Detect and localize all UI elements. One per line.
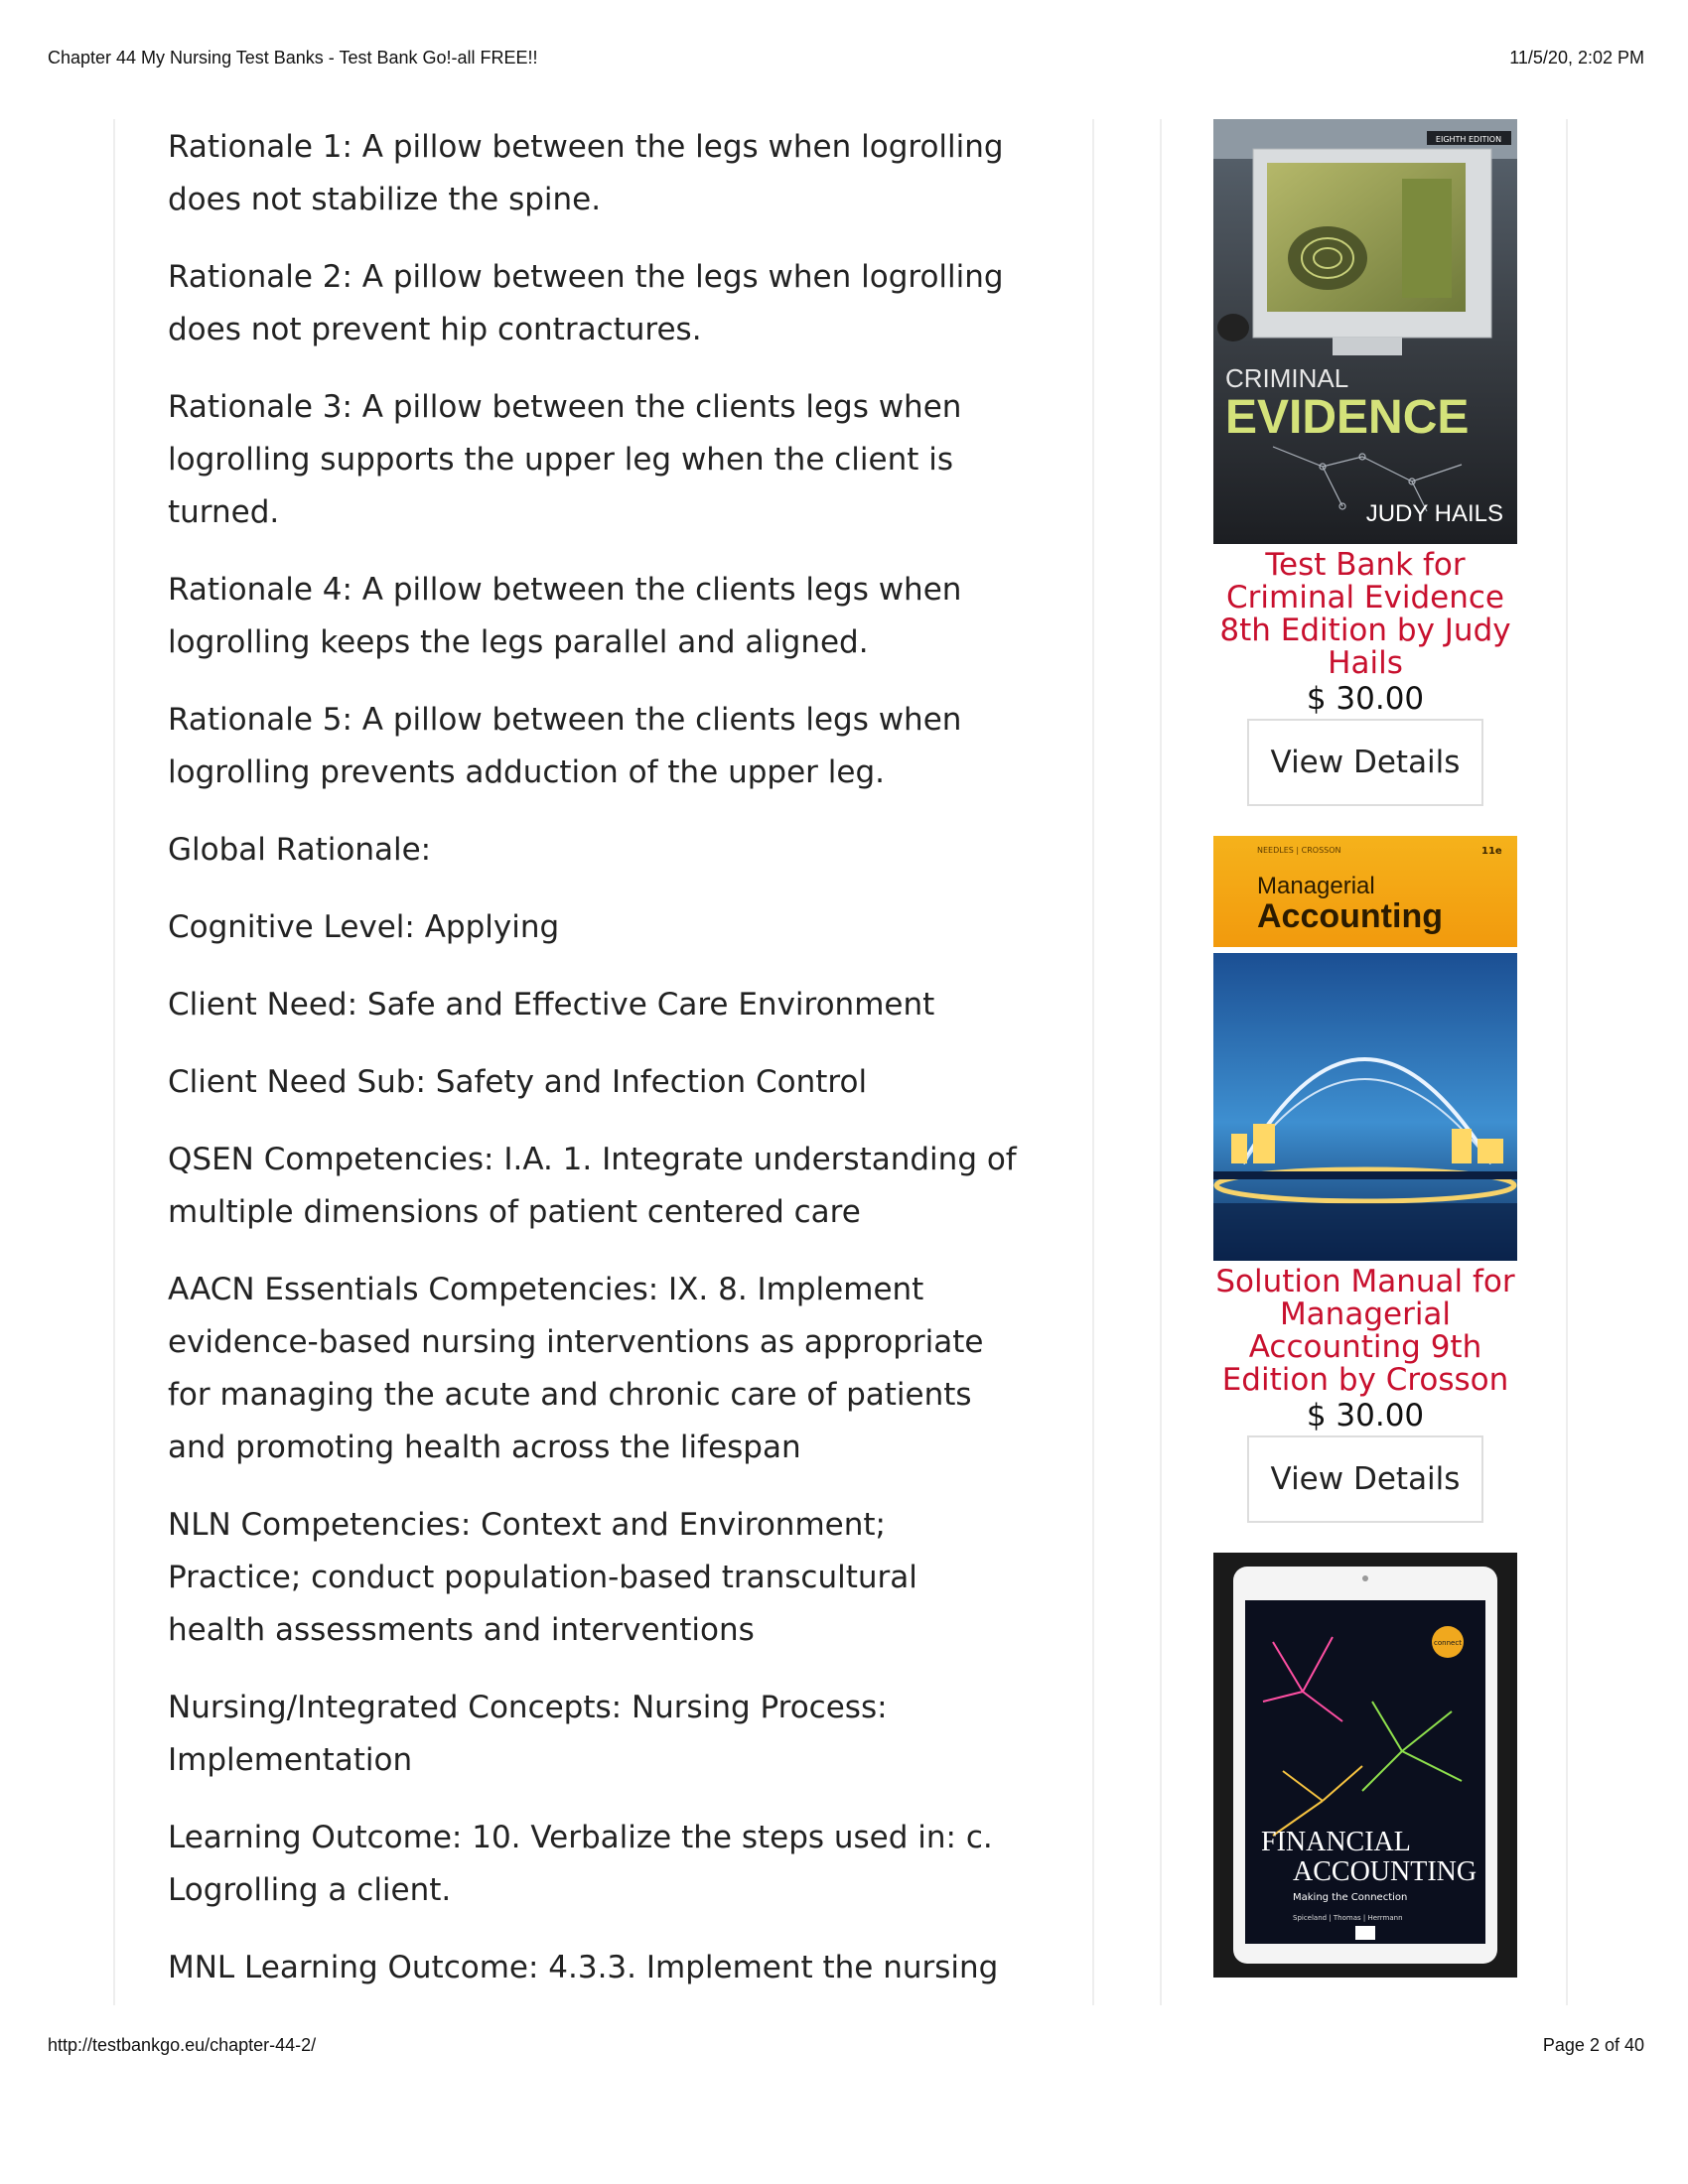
nln-competencies: NLN Competencies: Context and Environment; Practice; conduct population-based transcultural health assessments and interventions [168, 1507, 917, 1648]
view-details-button[interactable]: View Details [1247, 1435, 1483, 1523]
content-divider-middle [1092, 119, 1094, 2005]
product-card [1213, 1553, 1517, 1978]
product-title-link[interactable]: Solution Manual for Managerial Accounting 9th Edition by Crosson [1215, 1264, 1515, 1398]
content-divider-left [113, 119, 115, 2005]
svg-text:CRIMINAL: CRIMINAL [1225, 363, 1349, 393]
sidebar-divider-right [1566, 119, 1568, 2005]
svg-text:NEEDLES | CROSSON: NEEDLES | CROSSON [1257, 846, 1341, 855]
svg-text:11e: 11e [1481, 846, 1502, 857]
svg-text:Managerial: Managerial [1257, 873, 1375, 899]
rationale-1: Rationale 1: A pillow between the legs when logrolling does not stabilize the spine. [168, 129, 1004, 217]
print-header [0, 48, 1688, 87]
product-card [1213, 836, 1517, 1531]
rationale-2: Rationale 2: A pillow between the legs when logrolling does not prevent hip contractures. [168, 259, 1004, 347]
global-rationale: Global Rationale: [168, 832, 432, 868]
svg-text:FINANCIAL: FINANCIAL [1261, 1827, 1411, 1857]
article-body [168, 121, 1022, 2019]
page-url: http://testbankgo.eu/chapter-44-2/ [48, 2035, 317, 2055]
svg-text:Accounting: Accounting [1257, 897, 1443, 935]
view-details-button[interactable]: View Details [1247, 719, 1483, 806]
book-cover-criminal-evidence[interactable] [1213, 119, 1517, 544]
svg-text:Making the Connection: Making the Connection [1293, 1892, 1408, 1903]
cognitive-level: Cognitive Level: Applying [168, 909, 560, 945]
product-card [1213, 119, 1517, 814]
product-price: $ 30.00 [1306, 1398, 1425, 1433]
aacn-competencies: AACN Essentials Competencies: IX. 8. Implement evidence-based nursing interventions as appropriate for managing the acute and chronic care of patients and promoting health across the lifespan [168, 1272, 984, 1465]
learning-outcome: Learning Outcome: 10. Verbalize the steps used in: c. Logrolling a client. [168, 1820, 993, 1908]
svg-text:JUDY HAILS: JUDY HAILS [1365, 500, 1503, 527]
integrated-concepts: Nursing/Integrated Concepts: Nursing Process: Implementation [168, 1690, 888, 1778]
product-price: $ 30.00 [1306, 681, 1425, 717]
client-need: Client Need: Safe and Effective Care Environment [168, 987, 935, 1023]
sidebar-divider-left [1160, 119, 1162, 2005]
svg-text:EVIDENCE: EVIDENCE [1225, 391, 1470, 444]
svg-text:EIGHTH EDITION: EIGHTH EDITION [1435, 135, 1502, 144]
rationale-4: Rationale 4: A pillow between the clients legs when logrolling keeps the legs parallel and aligned. [168, 572, 962, 660]
book-cover-financial-accounting[interactable] [1213, 1553, 1517, 1978]
product-title-link[interactable]: Test Bank for Criminal Evidence 8th Edition by Judy Hails [1219, 547, 1511, 681]
page-number: Page 2 of 40 [1542, 2035, 1644, 2055]
svg-text:ACCOUNTING: ACCOUNTING [1293, 1856, 1477, 1887]
svg-text:Spiceland | Thomas | Herrmann: Spiceland | Thomas | Herrmann [1293, 1914, 1403, 1922]
rationale-5: Rationale 5: A pillow between the clients legs when logrolling prevents adduction of the upper leg. [168, 702, 962, 790]
print-datetime: 11/5/20, 2:02 PM [1509, 48, 1644, 68]
qsen-competencies: QSEN Competencies: I.A. 1. Integrate understanding of multiple dimensions of patient centered care [168, 1142, 1017, 1230]
print-footer [0, 2035, 1688, 2075]
book-cover-managerial-accounting[interactable] [1213, 836, 1517, 1261]
rationale-3: Rationale 3: A pillow between the clients legs when logrolling supports the upper leg when the client is turned. [168, 389, 962, 530]
client-need-sub: Client Need Sub: Safety and Infection Control [168, 1064, 868, 1100]
svg-text:connect: connect [1434, 1639, 1462, 1647]
page-title: Chapter 44 My Nursing Test Banks - Test Bank Go!-all FREE!! [48, 48, 538, 68]
mnl-learning-outcome: MNL Learning Outcome: 4.3.3. Implement the nursing [168, 1950, 999, 1985]
